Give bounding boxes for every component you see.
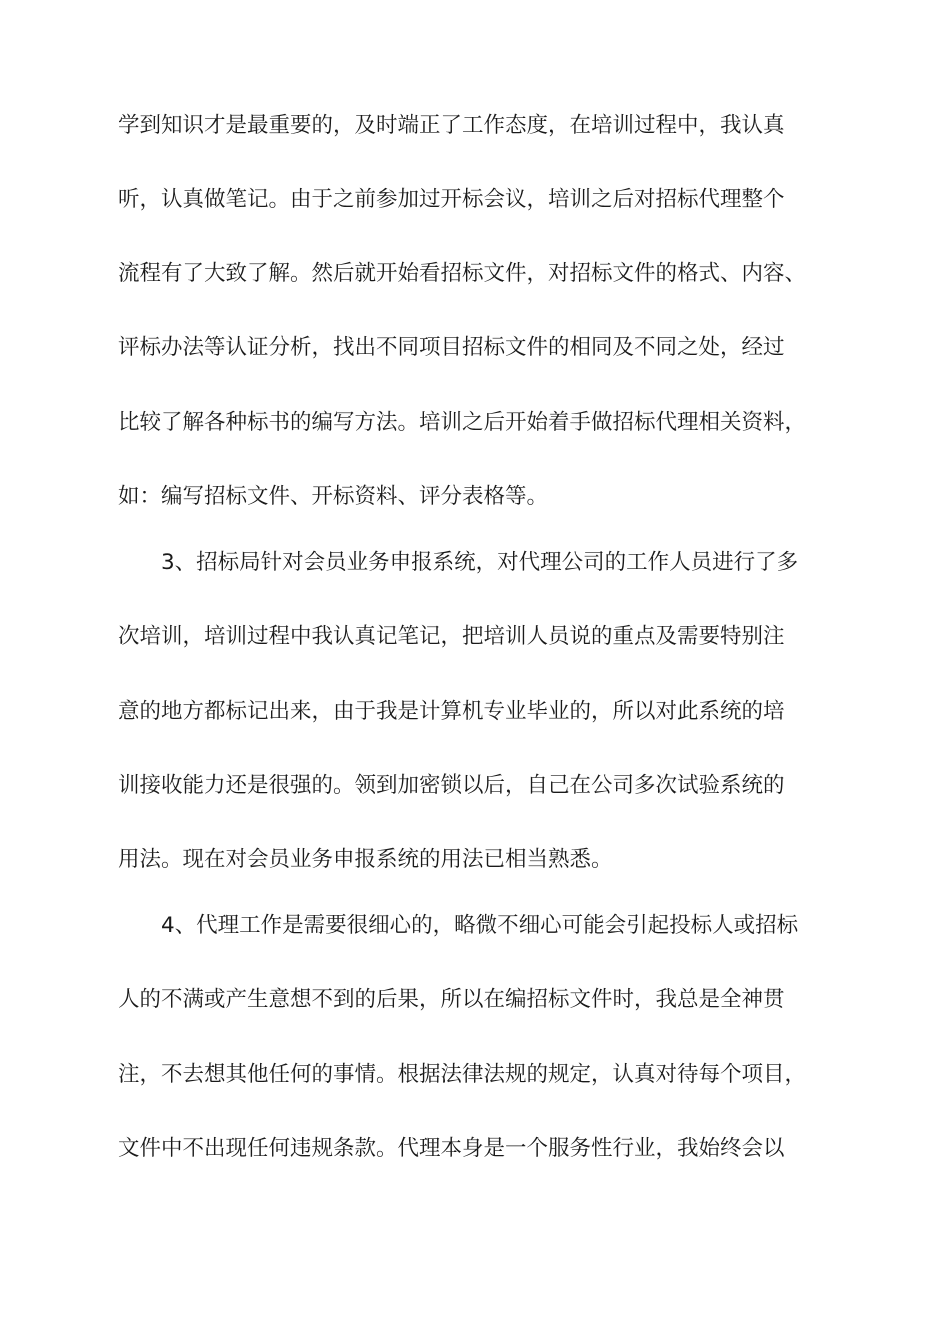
text-line: 意的地方都标记出来，由于我是计算机专业毕业的，所以对此系统的培 — [118, 699, 785, 724]
text-line: 4、代理工作是需要很细心的，略微不细心可能会引起投标人或招标 — [118, 913, 799, 938]
text-line: 流程有了大致了解。然后就开始看招标文件，对招标文件的格式、内容、 — [118, 261, 807, 286]
text-line: 次培训，培训过程中我认真记笔记，把培训人员说的重点及需要特别注 — [118, 624, 785, 649]
text-line: 人的不满或产生意想不到的后果，所以在编招标文件时，我总是全神贯 — [118, 987, 785, 1012]
text-line: 注，不去想其他任何的事情。根据法律法规的规定，认真对待每个项目， — [118, 1062, 807, 1087]
text-line: 比较了解各种标书的编写方法。培训之后开始着手做招标代理相关资料， — [118, 410, 807, 435]
text-line: 学到知识才是最重要的，及时端正了工作态度，在培训过程中，我认真 — [118, 113, 785, 138]
text-line: 训接收能力还是很强的。领到加密锁以后，自己在公司多次试验系统的 — [118, 773, 785, 798]
text-line: 3、招标局针对会员业务申报系统，对代理公司的工作人员进行了多 — [118, 550, 799, 575]
text-line: 用法。现在对会员业务申报系统的用法已相当熟悉。 — [118, 847, 613, 872]
text-line: 评标办法等认证分析，找出不同项目招标文件的相同及不同之处，经过 — [118, 335, 785, 360]
text-line: 听，认真做笔记。由于之前参加过开标会议，培训之后对招标代理整个 — [118, 187, 785, 212]
text-line: 文件中不出现任何违规条款。代理本身是一个服务性行业，我始终会以 — [118, 1136, 785, 1161]
text-line: 如：编写招标文件、开标资料、评分表格等。 — [118, 484, 549, 509]
